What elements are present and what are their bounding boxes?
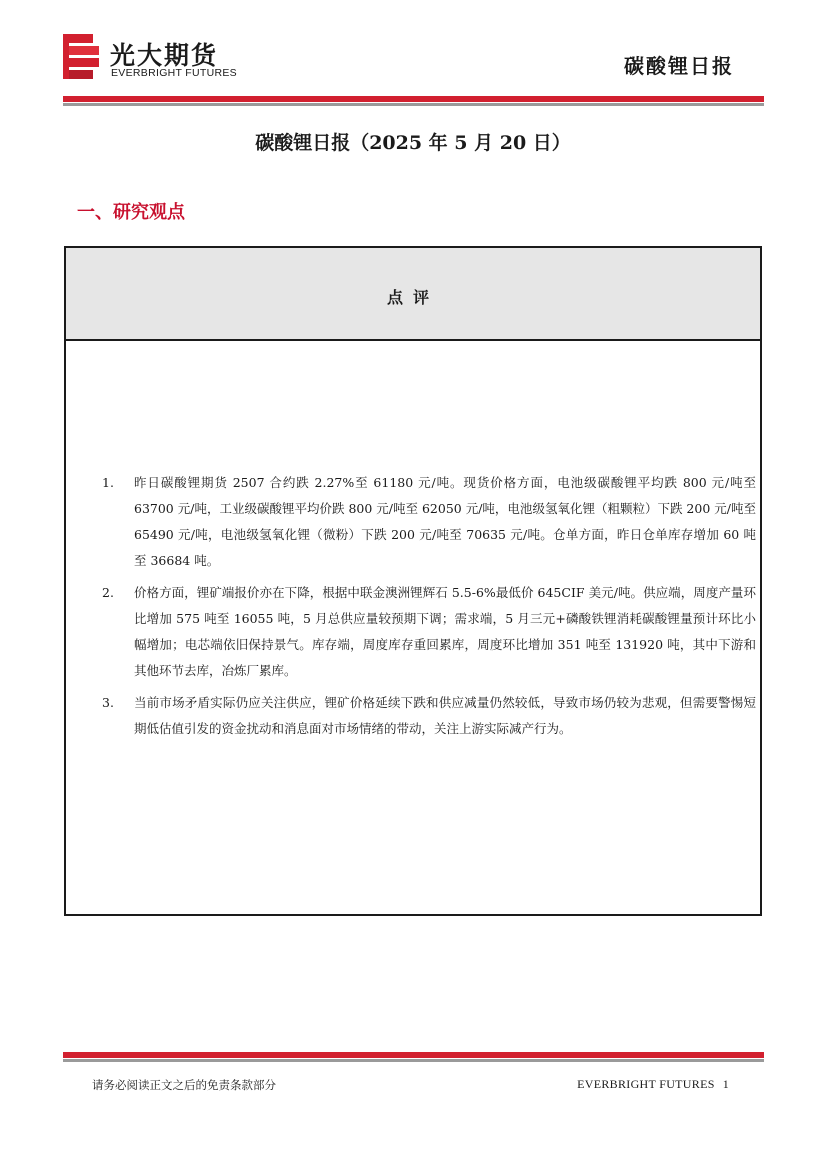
- header-report-name: 碳酸锂日报: [624, 54, 734, 78]
- commentary-box-header: [66, 248, 760, 341]
- footer-rule-red: [63, 1052, 764, 1058]
- list-item: [66, 470, 760, 574]
- list-item: [66, 690, 760, 742]
- list-item-text: 当前市场矛盾实际仍应关注供应，锂矿价格延续下跌和供应减量仍然较低，导致市场仍较为悲观，但需要警惕短期低估值引发的资金扰动和消息面对市场情绪的带动，关注上游实际减产行为。: [134, 695, 756, 736]
- header-rule: [63, 96, 764, 106]
- footer-rule: [63, 1052, 764, 1062]
- page-number: 1: [722, 1077, 729, 1091]
- section-heading: 一、研究观点: [77, 202, 185, 223]
- header-rule-red: [63, 96, 764, 102]
- commentary-box: [64, 246, 762, 916]
- list-item-number: 3.: [102, 695, 114, 710]
- list-item-text: 价格方面，锂矿端报价亦在下降，根据中联金澳洲锂辉石 5.5-6%最低价 645CIF 美元/吨。供应端，周度产量环比增加 575 吨至 16055 吨，5 月总供应量较预期下调；需求端，5 月三元+磷酸铁锂消耗碳酸锂量预计环比小幅增加；电芯端依旧保持景气。库存端，周度库存重回累库，周度环比增加 351 吨至 131920 吨，其中下游和其他环节去库，冶炼厂累库。: [134, 585, 756, 678]
- everbright-logo-icon: [63, 34, 101, 80]
- list-item: [66, 580, 760, 684]
- footer-rule-gray: [63, 1059, 764, 1062]
- logo-chinese-name: 光大期货: [110, 41, 219, 70]
- company-logo: [63, 34, 263, 84]
- list-item-number: 2.: [102, 585, 114, 600]
- footer-disclaimer: 请务必阅读正文之后的免责条款部分: [92, 1078, 276, 1092]
- footer-company: [569, 1077, 729, 1092]
- footer-company-name: EVERBRIGHT FUTURES: [577, 1077, 715, 1091]
- logo-english-name: EVERBRIGHT FUTURES: [111, 67, 237, 79]
- header-rule-gray: [63, 103, 764, 106]
- commentary-points: [66, 470, 760, 748]
- commentary-box-title: 点评: [386, 288, 439, 307]
- list-item-text: 昨日碳酸锂期货 2507 合约跌 2.27%至 61180 元/吨。现货价格方面，电池级碳酸锂平均跌 800 元/吨至 63700 元/吨，工业级碳酸锂平均价跌 800 元/吨至 62050 元/吨，电池级氢氧化锂（粗颗粒）下跌 200 元/吨至 65490 元/吨，电池级氢氧化锂（微粉）下跌 200 元/吨至 70635 元/吨。仓单方面，昨日仓单库存增加 60 吨至 36684 吨。: [134, 475, 756, 568]
- page-title: 碳酸锂日报（2025 年 5 月 20 日）: [255, 132, 571, 154]
- list-item-number: 1.: [102, 475, 114, 490]
